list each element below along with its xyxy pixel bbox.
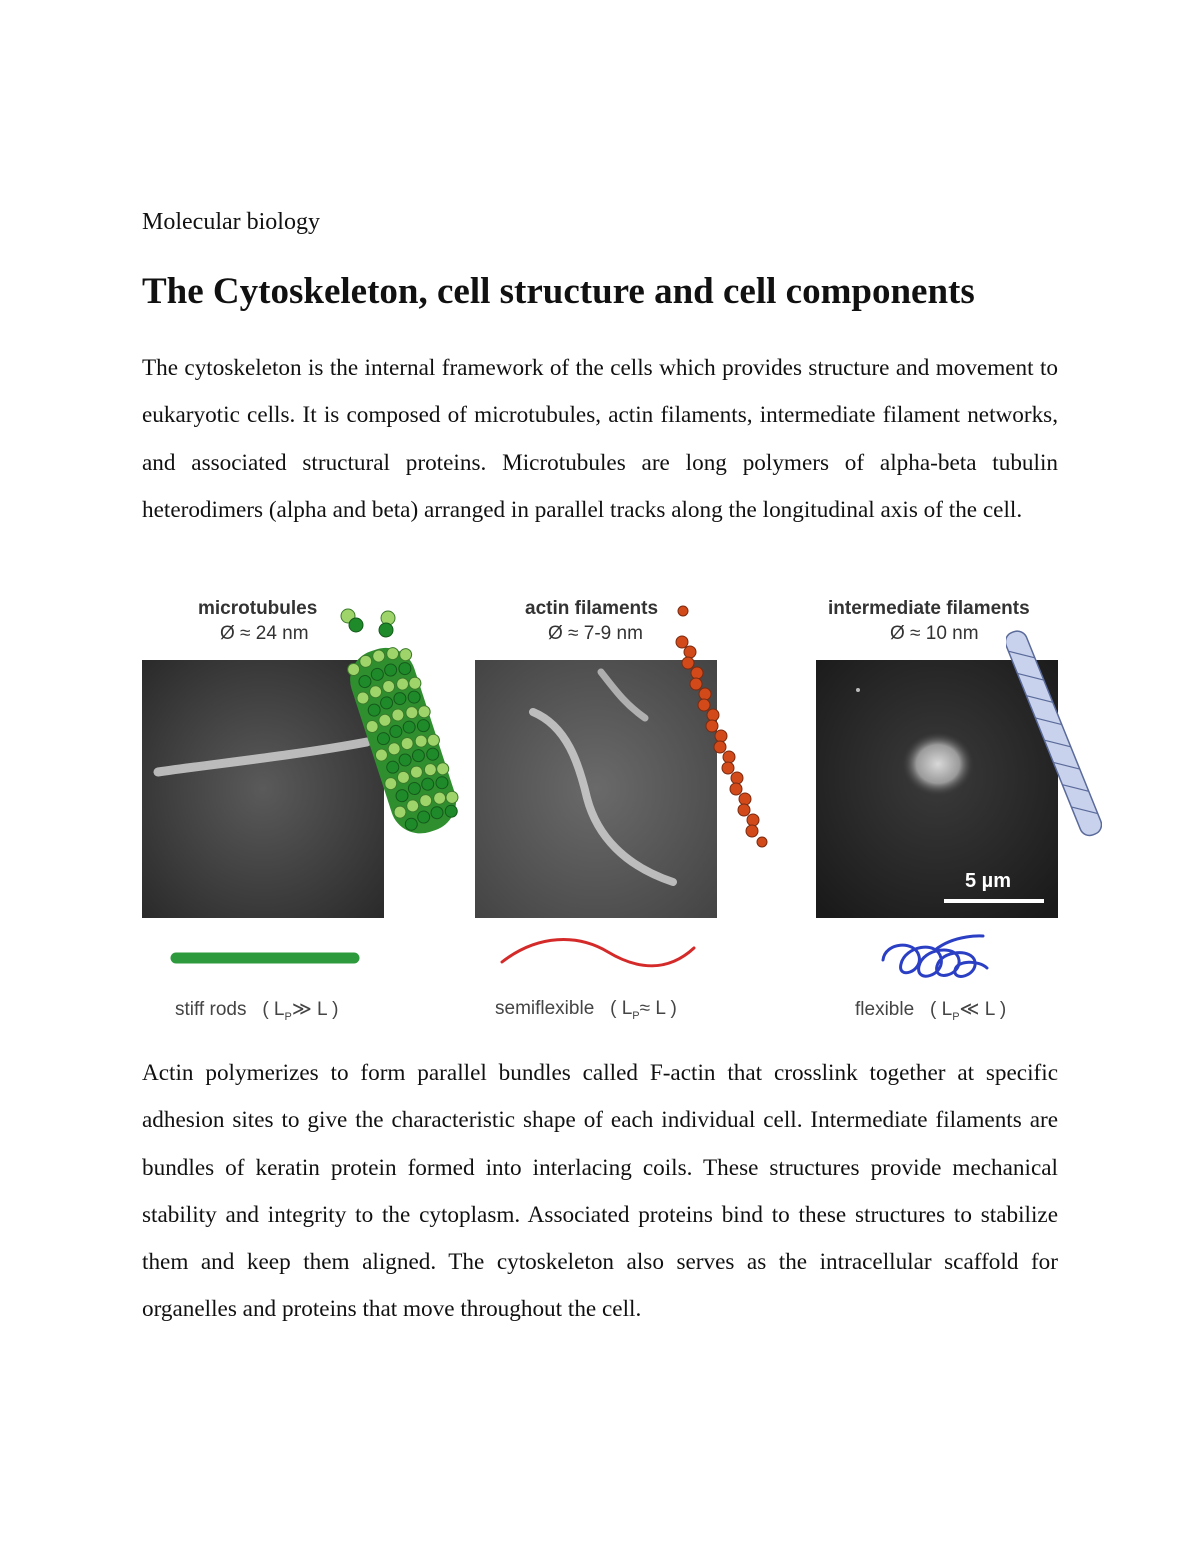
scale-bar-label: 5 µm [965,870,1011,892]
microtubules-flexibility: stiff rods ( $L_P≫$ L ) [175,999,339,1023]
intermediate-flexibility: flexible ( $L_P≪$ L ) [855,999,1007,1023]
microtubules-diameter: Ø ≈ 24 nm [220,623,309,644]
stiff-rod-icon [170,948,360,968]
actin-panel [470,590,800,1035]
actin-label: actin filaments [525,598,659,619]
actin-flexibility: semiflexible ( $L_P\approx L$ ) [495,998,677,1022]
intermediate-diameter: Ø ≈ 10 nm [890,623,979,644]
actin-subunit-icon [676,604,690,618]
flexible-coil-icon [875,930,995,990]
actin-model-icon [670,630,780,860]
intermediate-label: intermediate filaments [828,598,1030,619]
intermediate-model-icon [1006,620,1102,845]
microtubules-panel [130,590,460,1035]
subject-heading: Molecular biology [142,209,320,235]
semiflexible-curve-icon [498,930,698,980]
microtubules-label: microtubules [198,598,318,619]
intro-paragraph: The cytoskeleton is the internal framework of the cells which provides structure and movement to eukaryotic cells. It is composed of microtubules, actin filaments, intermediate filament networks, and associated structural proteins. Microtubules are long polymers of alpha-beta tubulin heterodimers (alpha and beta) arranged in parallel tracks along the longitudinal axis of the cell. [142,355,1058,523]
page-title: The Cytoskeleton, cell structure and cell components [142,271,975,312]
intermediate-panel [810,590,1120,1035]
cytoskeleton-figure [130,590,1120,1035]
actin-diameter: Ø ≈ 7-9 nm [548,623,643,644]
microtubule-model-icon [330,598,470,848]
actin-paragraph: Actin polymerizes to form parallel bundles called F-actin that crosslink together at specific adhesion sites to give the characteristic shape of each individual cell. Intermediate filaments are bundles of keratin protein formed into interlacing coils. These structures provide mechanical stability and integrity to the cytoplasm. Associated proteins bind to these structures to stabilize them and keep them aligned. The cytoskeleton also serves as the intracellular scaffold for organelles and proteins that move throughout the cell. [142,1060,1058,1323]
